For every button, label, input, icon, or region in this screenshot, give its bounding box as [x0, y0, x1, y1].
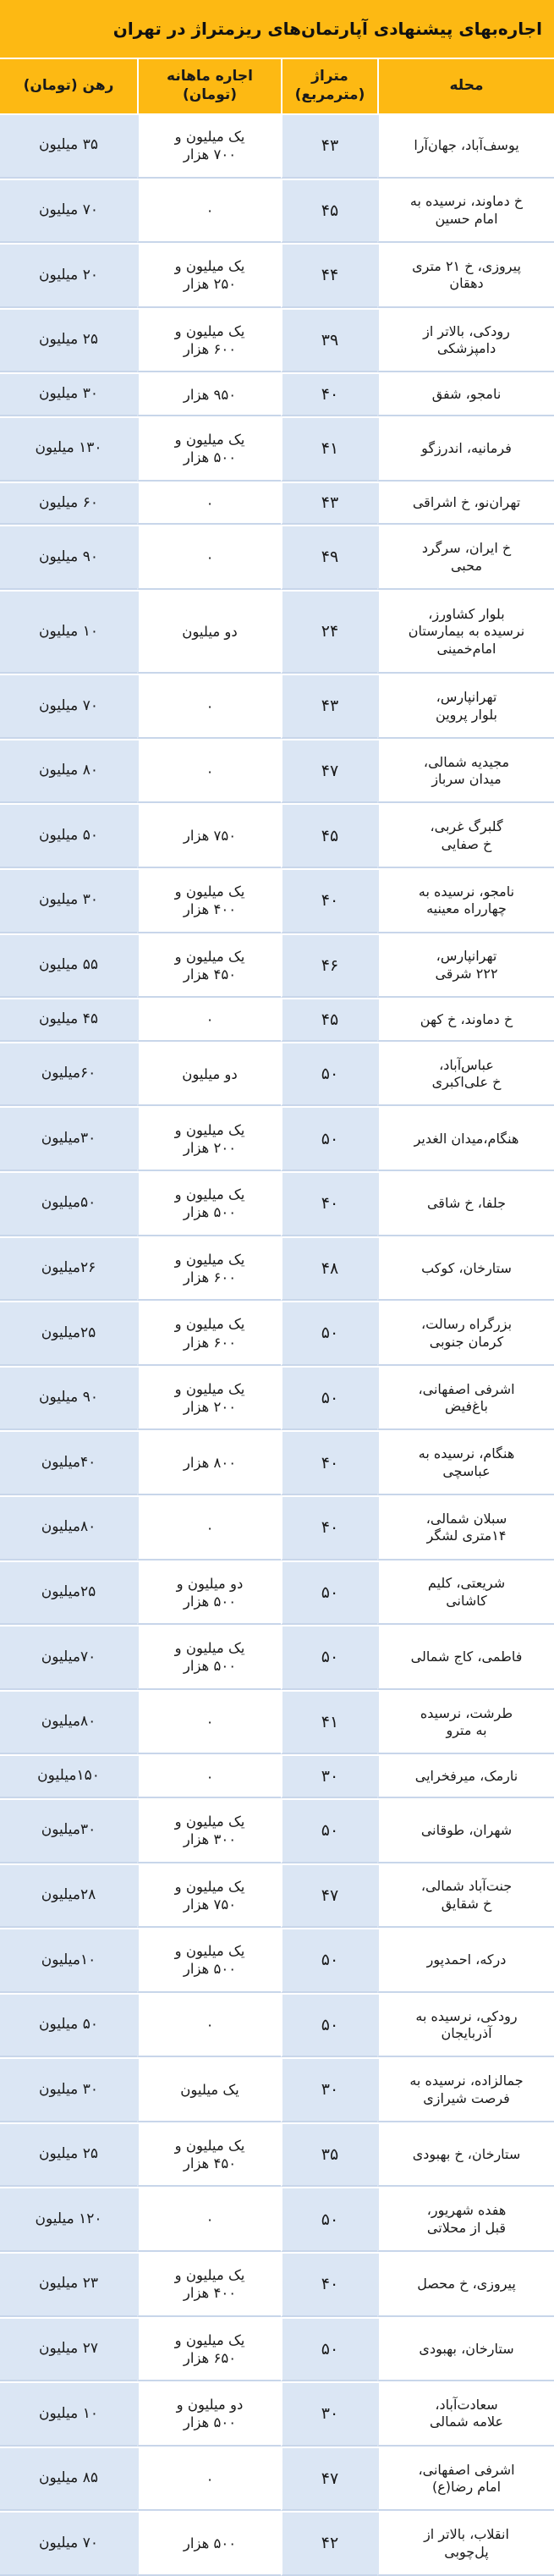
deposit-cell: ۲۳ میلیون — [0, 2254, 137, 2317]
table-row — [0, 482, 554, 526]
area-cell: مجیدیه شمالی، میدان سرباز — [377, 740, 554, 804]
area-cell: خ دماوند، نرسیده به امام حسین — [377, 180, 554, 244]
table-row — [0, 2187, 554, 2252]
size-cell: ۴۵ — [281, 805, 377, 868]
area-cell: پیروزی، خ ۲۱ متری دهقان — [377, 245, 554, 308]
size-cell: ۴۷ — [281, 740, 377, 804]
deposit-cell: ۲۵ میلیون — [0, 310, 137, 373]
size-cell: ۴۰ — [281, 870, 377, 933]
size-cell: ۴۰ — [281, 2254, 377, 2317]
rent-cell: ۰ — [137, 526, 281, 590]
size-cell: ۴۵ — [281, 180, 377, 244]
table-row — [0, 2447, 554, 2512]
rent-cell: یک میلیون و ۶۵۰ هزار — [137, 2319, 281, 2382]
area-cell: هنگام، نرسیده به عباسچی — [377, 1432, 554, 1495]
rent-cell: ۰ — [137, 483, 281, 526]
rent-cell: یک میلیون و ۵۰۰ هزار — [137, 418, 281, 482]
rent-cell: دو میلیون — [137, 1043, 281, 1107]
table-row — [0, 1301, 554, 1366]
table-row — [0, 1430, 554, 1495]
rent-cell: یک میلیون و ۴۵۰ هزار — [137, 935, 281, 999]
size-cell: ۴۱ — [281, 1692, 377, 1755]
rent-cell: یک میلیون — [137, 2059, 281, 2122]
size-cell: ۳۵ — [281, 2124, 377, 2188]
deposit-cell: ۸۰میلیون — [0, 1497, 137, 1560]
size-cell: ۴۹ — [281, 526, 377, 590]
deposit-cell: ۴۵ میلیون — [0, 999, 137, 1042]
deposit-cell: ۷۰ میلیون — [0, 180, 137, 244]
size-cell: ۴۰ — [281, 1173, 377, 1236]
deposit-cell: ۸۵ میلیون — [0, 2448, 137, 2512]
deposit-cell: ۶۰میلیون — [0, 1043, 137, 1107]
table-row — [0, 1690, 554, 1755]
deposit-cell: ۲۵میلیون — [0, 1302, 137, 1366]
table-row — [0, 868, 554, 933]
area-cell: نارمک، میرفخرایی — [377, 1756, 554, 1798]
rent-cell: یک میلیون و ۵۰۰ هزار — [137, 1627, 281, 1690]
size-cell: ۵۰ — [281, 1800, 377, 1863]
area-cell: بزرگراه رسالت، کرمان جنوبی — [377, 1302, 554, 1366]
deposit-cell: ۱۰میلیون — [0, 1929, 137, 1993]
table-row — [0, 1366, 554, 1431]
size-cell: ۵۰ — [281, 1929, 377, 1993]
area-cell: اشرفی اصفهانی، باغ‌فیض — [377, 1368, 554, 1431]
table-row — [0, 525, 554, 590]
deposit-cell: ۳۰میلیون — [0, 1108, 137, 1171]
area-cell: بلوار کشاورز، نرسیده به بیمارستان امام‌خمینی — [377, 592, 554, 674]
size-cell: ۴۷ — [281, 2448, 377, 2512]
rent-cell: ۰ — [137, 1692, 281, 1755]
table-row — [0, 739, 554, 804]
area-cell: اشرفی اصفهانی، امام رضا(ع) — [377, 2448, 554, 2512]
area-cell: خ دماوند، خ کهن — [377, 999, 554, 1042]
table-header-row — [0, 58, 554, 113]
area-cell: عباس‌آباد، خ علی‌اکبری — [377, 1043, 554, 1107]
deposit-cell: ۱۰ میلیون — [0, 592, 137, 674]
rent-cell: ۷۵۰ هزار — [137, 805, 281, 868]
table-row — [0, 1625, 554, 1690]
table-row — [0, 590, 554, 674]
area-cell: فرمانیه، اندرزگو — [377, 418, 554, 482]
table-row — [0, 308, 554, 373]
area-cell: سعادت‌آباد، علامه شمالی — [377, 2383, 554, 2447]
size-cell: ۳۹ — [281, 310, 377, 373]
deposit-cell: ۳۰ میلیون — [0, 870, 137, 933]
table-row — [0, 243, 554, 308]
area-cell: هنگام،میدان الغدیر — [377, 1108, 554, 1171]
table-row — [0, 1798, 554, 1863]
deposit-cell: ۲۵ میلیون — [0, 2124, 137, 2188]
area-cell: ستارخان، بهبودی — [377, 2319, 554, 2382]
area-cell: رودکی، بالاتر از دامپزشکی — [377, 310, 554, 373]
size-cell: ۵۰ — [281, 1627, 377, 1690]
area-cell: پیروزی، خ محصل — [377, 2254, 554, 2317]
area-cell: نامجو، شفق — [377, 374, 554, 416]
deposit-cell: ۱۲۰ میلیون — [0, 2188, 137, 2252]
rent-cell: یک میلیون و ۷۰۰ هزار — [137, 115, 281, 179]
deposit-cell: ۱۳۰ میلیون — [0, 418, 137, 482]
deposit-cell: ۹۰ میلیون — [0, 1368, 137, 1431]
area-cell: درکه، احمدپور — [377, 1929, 554, 1993]
table-row — [0, 416, 554, 482]
table-row — [0, 113, 554, 179]
deposit-cell: ۶۰ میلیون — [0, 483, 137, 526]
size-cell: ۵۰ — [281, 1562, 377, 1626]
table-body — [0, 113, 554, 2576]
header-area: محله — [377, 59, 554, 113]
deposit-cell: ۱۵۰میلیون — [0, 1756, 137, 1798]
area-cell: تهران‌نو، خ اشراقی — [377, 483, 554, 526]
size-cell: ۴۰ — [281, 1497, 377, 1560]
area-cell: شریعتی، کلیم کاشانی — [377, 1562, 554, 1626]
rent-cell: یک میلیون و ۲۵۰ هزار — [137, 245, 281, 308]
size-cell: ۳۰ — [281, 2383, 377, 2447]
rent-cell: یک میلیون و ۵۰۰ هزار — [137, 1173, 281, 1236]
deposit-cell: ۴۰میلیون — [0, 1432, 137, 1495]
deposit-cell: ۵۰ میلیون — [0, 1995, 137, 2058]
deposit-cell: ۲۵میلیون — [0, 1562, 137, 1626]
area-cell: ستارخان، خ بهبودی — [377, 2124, 554, 2188]
table-row — [0, 2317, 554, 2382]
area-cell: جنت‌آباد شمالی، خ شقایق — [377, 1865, 554, 1929]
table-row — [0, 1236, 554, 1302]
deposit-cell: ۸۰میلیون — [0, 1692, 137, 1755]
rent-cell: ۰ — [137, 180, 281, 244]
size-cell: ۳۰ — [281, 2059, 377, 2122]
deposit-cell: ۷۰ میلیون — [0, 675, 137, 739]
area-cell: جلفا، خ شاقی — [377, 1173, 554, 1236]
size-cell: ۴۳ — [281, 115, 377, 179]
area-cell: یوسف‌آباد، جهان‌آرا — [377, 115, 554, 179]
table-row — [0, 1754, 554, 1798]
rent-cell: یک میلیون و ۴۰۰ هزار — [137, 870, 281, 933]
rent-cell: یک میلیون و ۳۰۰ هزار — [137, 1800, 281, 1863]
header-deposit: رهن (تومان) — [23, 77, 114, 95]
rent-cell: یک میلیون و ۴۰۰ هزار — [137, 2254, 281, 2317]
table-title: اجاره‌بهای پیشنهادی آپارتمان‌های ریزمتراژ در تهران — [0, 0, 554, 58]
size-cell: ۵۰ — [281, 1108, 377, 1171]
size-cell: ۴۳ — [281, 483, 377, 526]
rent-cell: یک میلیون و ۵۰۰ هزار — [137, 1929, 281, 1993]
size-cell: ۴۳ — [281, 675, 377, 739]
size-cell: ۵۰ — [281, 2188, 377, 2252]
rent-cell: ۰ — [137, 1497, 281, 1560]
rent-cell: ۰ — [137, 999, 281, 1042]
rent-cell: ۰ — [137, 1995, 281, 2058]
area-cell: طرشت، نرسیده به مترو — [377, 1692, 554, 1755]
table-row — [0, 2122, 554, 2188]
size-cell: ۲۴ — [281, 592, 377, 674]
rent-cell: یک میلیون و ۶۰۰ هزار — [137, 1302, 281, 1366]
rent-cell: یک میلیون و ۲۰۰ هزار — [137, 1368, 281, 1431]
area-cell: نامجو، نرسیده به چهارراه معینیه — [377, 870, 554, 933]
table-row — [0, 1993, 554, 2058]
table-row — [0, 1106, 554, 1171]
deposit-cell: ۵۰میلیون — [0, 1173, 137, 1236]
deposit-cell: ۳۰میلیون — [0, 1800, 137, 1863]
rent-cell: ۰ — [137, 1756, 281, 1798]
area-cell: انقلاب، بالاتر از پل‌چوبی — [377, 2513, 554, 2576]
deposit-cell: ۲۷ میلیون — [0, 2319, 137, 2382]
header-size: متراژ (مترمربع) — [281, 59, 377, 113]
table-row — [0, 2252, 554, 2317]
deposit-cell: ۳۵ میلیون — [0, 115, 137, 179]
deposit-cell: ۷۰میلیون — [0, 1627, 137, 1690]
area-cell: گلبرگ غربی، خ صفایی — [377, 805, 554, 868]
size-cell: ۵۰ — [281, 1302, 377, 1366]
table-row — [0, 1560, 554, 1626]
rent-cell: ۰ — [137, 675, 281, 739]
table-row — [0, 1928, 554, 1993]
table-row — [0, 372, 554, 416]
size-cell: ۵۰ — [281, 1043, 377, 1107]
area-cell: رودکی، نرسیده به آذربایجان — [377, 1995, 554, 2058]
table-row — [0, 2511, 554, 2576]
table-row — [0, 1042, 554, 1107]
rent-cell: ۰ — [137, 2448, 281, 2512]
table-row — [0, 1863, 554, 1929]
table-row — [0, 998, 554, 1042]
deposit-cell: ۸۰ میلیون — [0, 740, 137, 804]
rent-cell: یک میلیون و ۴۵۰ هزار — [137, 2124, 281, 2188]
deposit-cell: ۵۵ میلیون — [0, 935, 137, 999]
deposit-cell: ۲۸میلیون — [0, 1865, 137, 1929]
rent-cell: ۸۰۰ هزار — [137, 1432, 281, 1495]
size-cell: ۴۴ — [281, 245, 377, 308]
table-row — [0, 179, 554, 244]
size-cell: ۵۰ — [281, 1368, 377, 1431]
area-cell: سبلان شمالی، ۱۴متری لشگر — [377, 1497, 554, 1560]
rent-cell: یک میلیون و ۲۰۰ هزار — [137, 1108, 281, 1171]
rent-cell: یک میلیون و ۶۰۰ هزار — [137, 310, 281, 373]
table-row — [0, 803, 554, 868]
size-cell: ۴۸ — [281, 1238, 377, 1302]
size-cell: ۴۰ — [281, 374, 377, 416]
size-cell: ۴۰ — [281, 1432, 377, 1495]
area-cell: ستارخان، کوکب — [377, 1238, 554, 1302]
rent-cell: یک میلیون و ۷۵۰ هزار — [137, 1865, 281, 1929]
size-cell: ۴۷ — [281, 1865, 377, 1929]
size-cell: ۴۶ — [281, 935, 377, 999]
rent-cell: ۰ — [137, 740, 281, 804]
table-row — [0, 1495, 554, 1560]
deposit-cell: ۲۰ میلیون — [0, 245, 137, 308]
table-row — [0, 933, 554, 999]
area-cell: هفده شهریور، قبل از محلاتی — [377, 2188, 554, 2252]
size-cell: ۴۲ — [281, 2513, 377, 2576]
table-row — [0, 1171, 554, 1236]
rent-cell: ۹۵۰ هزار — [137, 374, 281, 416]
area-cell: جمالزاده، نرسیده به فرصت شیرازی — [377, 2059, 554, 2122]
rent-cell: ۵۰۰ هزار — [137, 2513, 281, 2576]
area-cell: فاطمی، کاج شمالی — [377, 1627, 554, 1690]
deposit-cell: ۳۰ میلیون — [0, 2059, 137, 2122]
area-cell: شهران، طوقانی — [377, 1800, 554, 1863]
table-row — [0, 2057, 554, 2122]
table-row — [0, 2381, 554, 2447]
rent-cell: یک میلیون و ۶۰۰ هزار — [137, 1238, 281, 1302]
deposit-cell: ۲۶میلیون — [0, 1238, 137, 1302]
size-cell: ۵۰ — [281, 1995, 377, 2058]
deposit-cell: ۵۰ میلیون — [0, 805, 137, 868]
rent-cell: دو میلیون و ۵۰۰ هزار — [137, 1562, 281, 1626]
size-cell: ۴۱ — [281, 418, 377, 482]
rent-cell: دو میلیون و ۵۰۰ هزار — [137, 2383, 281, 2447]
deposit-cell: ۳۰ میلیون — [0, 374, 137, 416]
header-rent: اجاره ماهانه (تومان) — [137, 59, 281, 113]
size-cell: ۵۰ — [281, 2319, 377, 2382]
size-cell: ۳۰ — [281, 1756, 377, 1798]
rent-cell: دو میلیون — [137, 592, 281, 674]
area-cell: تهرانپارس، ۲۲۲ شرقی — [377, 935, 554, 999]
area-cell: خ ایران، سرگرد محبی — [377, 526, 554, 590]
area-cell: تهرانپارس، بلوار پروین — [377, 675, 554, 739]
deposit-cell: ۷۰ میلیون — [0, 2513, 137, 2576]
rent-cell: ۰ — [137, 2188, 281, 2252]
deposit-cell: ۹۰ میلیون — [0, 526, 137, 590]
deposit-cell: ۱۰ میلیون — [0, 2383, 137, 2447]
size-cell: ۴۵ — [281, 999, 377, 1042]
table-row — [0, 674, 554, 739]
